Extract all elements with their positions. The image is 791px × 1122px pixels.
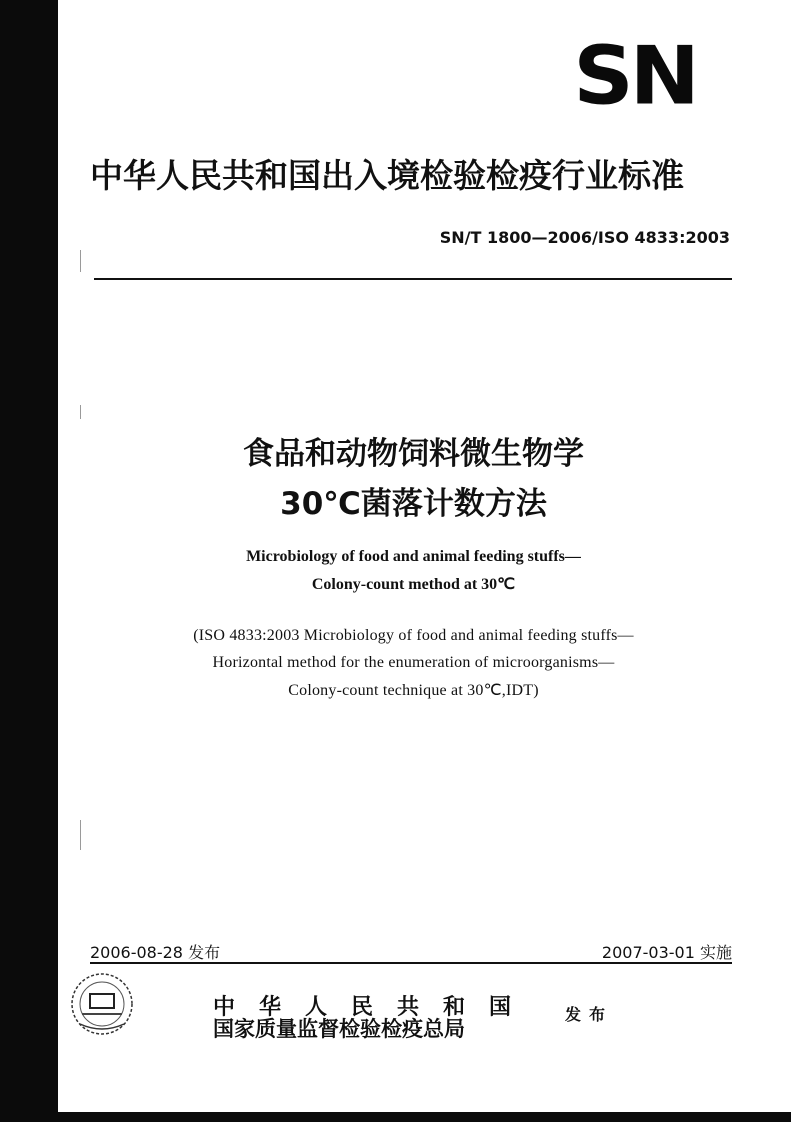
scan-artifact xyxy=(80,405,81,419)
standard-code: SN/T 1800—2006/ISO 4833:2003 xyxy=(439,228,730,247)
iso-reference-line1: (ISO 4833:2003 Microbiology of food and animal feeding stuffs— xyxy=(193,627,634,644)
sn-logo: SN xyxy=(573,29,696,123)
publisher-seal-icon xyxy=(62,968,142,1040)
iso-reference-line3: Colony-count technique at 30℃,IDT) xyxy=(288,682,539,699)
title-chinese-line2: 30℃菌落计数方法 xyxy=(280,486,547,522)
issue-date: 2006-08-28 发布 xyxy=(90,943,221,962)
scan-bottom-border xyxy=(0,1112,791,1122)
title-chinese-line1: 食品和动物饲料微生物学 xyxy=(243,436,584,472)
scan-artifact xyxy=(80,820,81,850)
scan-artifact xyxy=(80,250,81,272)
implementation-date: 2007-03-01 实施 xyxy=(601,943,732,962)
issuer-agency: 国家质量监督检验检疫总局 xyxy=(213,1016,465,1041)
standard-category-title: 中华人民共和国出入境检验检疫行业标准 xyxy=(90,156,684,195)
title-english-line2: Colony-count method at 30℃ xyxy=(311,576,516,593)
header-divider xyxy=(94,278,732,280)
iso-reference-line2: Horizontal method for the enumeration of microorganisms— xyxy=(212,654,615,671)
title-english-line1: Microbiology of food and animal feeding stuffs— xyxy=(246,548,581,565)
issuer-country: 中华人民共和国 xyxy=(213,994,536,1020)
footer-divider xyxy=(90,962,732,964)
publish-label: 发布 xyxy=(565,1005,614,1024)
